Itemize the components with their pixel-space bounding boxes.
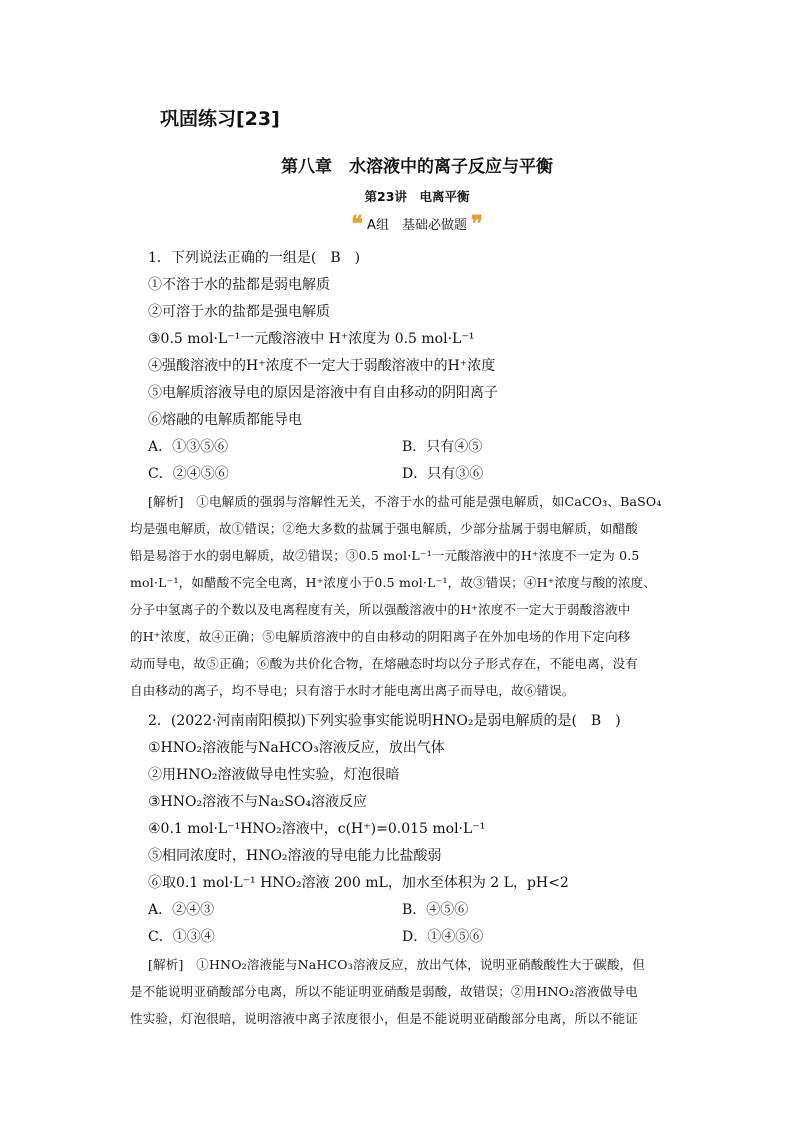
- question-1-analysis-line: 动而导电，故⑤正确；⑥酸为共价化合物，在熔融态时均以分子形式存在，不能电离，没有: [130, 656, 639, 671]
- page-header-title: 巩固练习[23]: [160, 108, 280, 130]
- question-1-analysis-line: mol·L⁻¹，如醋酸不完全电离，H⁺浓度小于0.5 mol·L⁻¹，故③错误；④H⁺浓度与酸的浓度、: [130, 575, 657, 590]
- question-2-choice-b: B．④⑤⑥: [402, 902, 469, 918]
- close-quote-icon: ❞: [471, 210, 483, 237]
- lesson-title: 第23讲 电离平衡: [364, 189, 470, 204]
- question-1-item: ③0.5 mol·L⁻¹一元酸溶液中 H⁺浓度为 0.5 mol·L⁻¹: [148, 331, 475, 347]
- question-1-analysis-line: 分子中氢离子的个数以及电离程度有关，所以强酸溶液中的H⁺浓度不一定大于弱酸溶液中: [130, 602, 631, 617]
- question-1-analysis-line: 铅是易溶于水的弱电解质，故②错误；③0.5 mol·L⁻¹一元酸溶液中的H⁺浓度不一定为 0.5: [130, 548, 640, 563]
- question-2-item: ④0.1 mol·L⁻¹HNO₂溶液中，c(H⁺)=0.015 mol·L⁻¹: [148, 821, 486, 837]
- question-2-analysis-line: 性实验，灯泡很暗，说明溶液中离子浓度很小，但是不能说明亚硝酸部分电离，所以不能证: [130, 1011, 639, 1026]
- question-1-stem: 1．下列说法正确的一组是( B ): [148, 250, 361, 266]
- question-2-item: ②用HNO₂溶液做导电性实验，灯泡很暗: [148, 767, 400, 783]
- question-1-item: ②可溶于水的盐都是强电解质: [148, 304, 330, 320]
- group-banner: [0, 210, 794, 237]
- question-2-choice-c: C．①③④: [148, 929, 215, 945]
- question-2-analysis-line: [解析] ①HNO₂溶液能与NaHCO₃溶液反应，放出气体，说明亚硝酸酸性大于碳酸，但: [148, 957, 646, 972]
- question-2-choice-d: D．①④⑤⑥: [402, 929, 484, 945]
- question-1-choice-d: D．只有③⑥: [402, 466, 484, 482]
- question-2-item: ①HNO₂溶液能与NaHCO₃溶液反应，放出气体: [148, 740, 445, 756]
- question-1-choice-c: C．②④⑤⑥: [148, 466, 229, 482]
- question-2-item: ③HNO₂溶液不与Na₂SO₄溶液反应: [148, 794, 367, 810]
- question-1-analysis-line: 的H⁺浓度，故④正确；⑤电解质溶液中的自由移动的阴阳离子在外加电场的作用下定向移: [130, 629, 631, 644]
- question-1-choice-b: B．只有④⑤: [402, 439, 483, 455]
- open-quote-icon: ❝: [351, 210, 363, 237]
- question-2-stem: 2．(2022·河南南阳模拟)下列实验事实能说明HNO₂是弱电解质的是( B ): [148, 713, 621, 729]
- chapter-title: 第八章 水溶液中的离子反应与平衡: [281, 157, 553, 177]
- question-2-item: ⑥取0.1 mol·L⁻¹ HNO₂溶液 200 mL，加水至体积为 2 L，pH<2: [148, 875, 569, 891]
- question-1-item: ⑤电解质溶液导电的原因是溶液中有自由移动的阴阳离子: [148, 385, 498, 401]
- question-1-analysis-line: [解析] ①电解质的强弱与溶解性无关，不溶于水的盐可能是强电解质，如CaCO₃、BaSO₄: [148, 494, 662, 509]
- question-1-item: ④强酸溶液中的H⁺浓度不一定大于弱酸溶液中的H⁺浓度: [148, 358, 496, 374]
- question-1-item: ⑥熔融的电解质都能导电: [148, 412, 302, 428]
- question-1-choice-a: A．①③⑤⑥: [148, 439, 229, 455]
- question-2-choice-a: A．②④③: [148, 902, 215, 918]
- question-2-item: ⑤相同浓度时，HNO₂溶液的导电能力比盐酸弱: [148, 848, 442, 864]
- question-1-analysis-line: 均是强电解质，故①错误；②绝大多数的盐属于强电解质，少部分盐属于弱电解质，如醋酸: [130, 521, 639, 536]
- question-2-analysis-line: 是不能说明亚硝酸部分电离，所以不能证明亚硝酸是弱酸，故错误；②用HNO₂溶液做导电: [130, 984, 638, 999]
- group-title: A组 基础必做题: [367, 218, 467, 233]
- question-1-item: ①不溶于水的盐都是弱电解质: [148, 277, 330, 293]
- question-1-analysis-line: 自由移动的离子，均不导电；只有溶于水时才能电离出离子而导电，故⑥错误。: [130, 683, 575, 698]
